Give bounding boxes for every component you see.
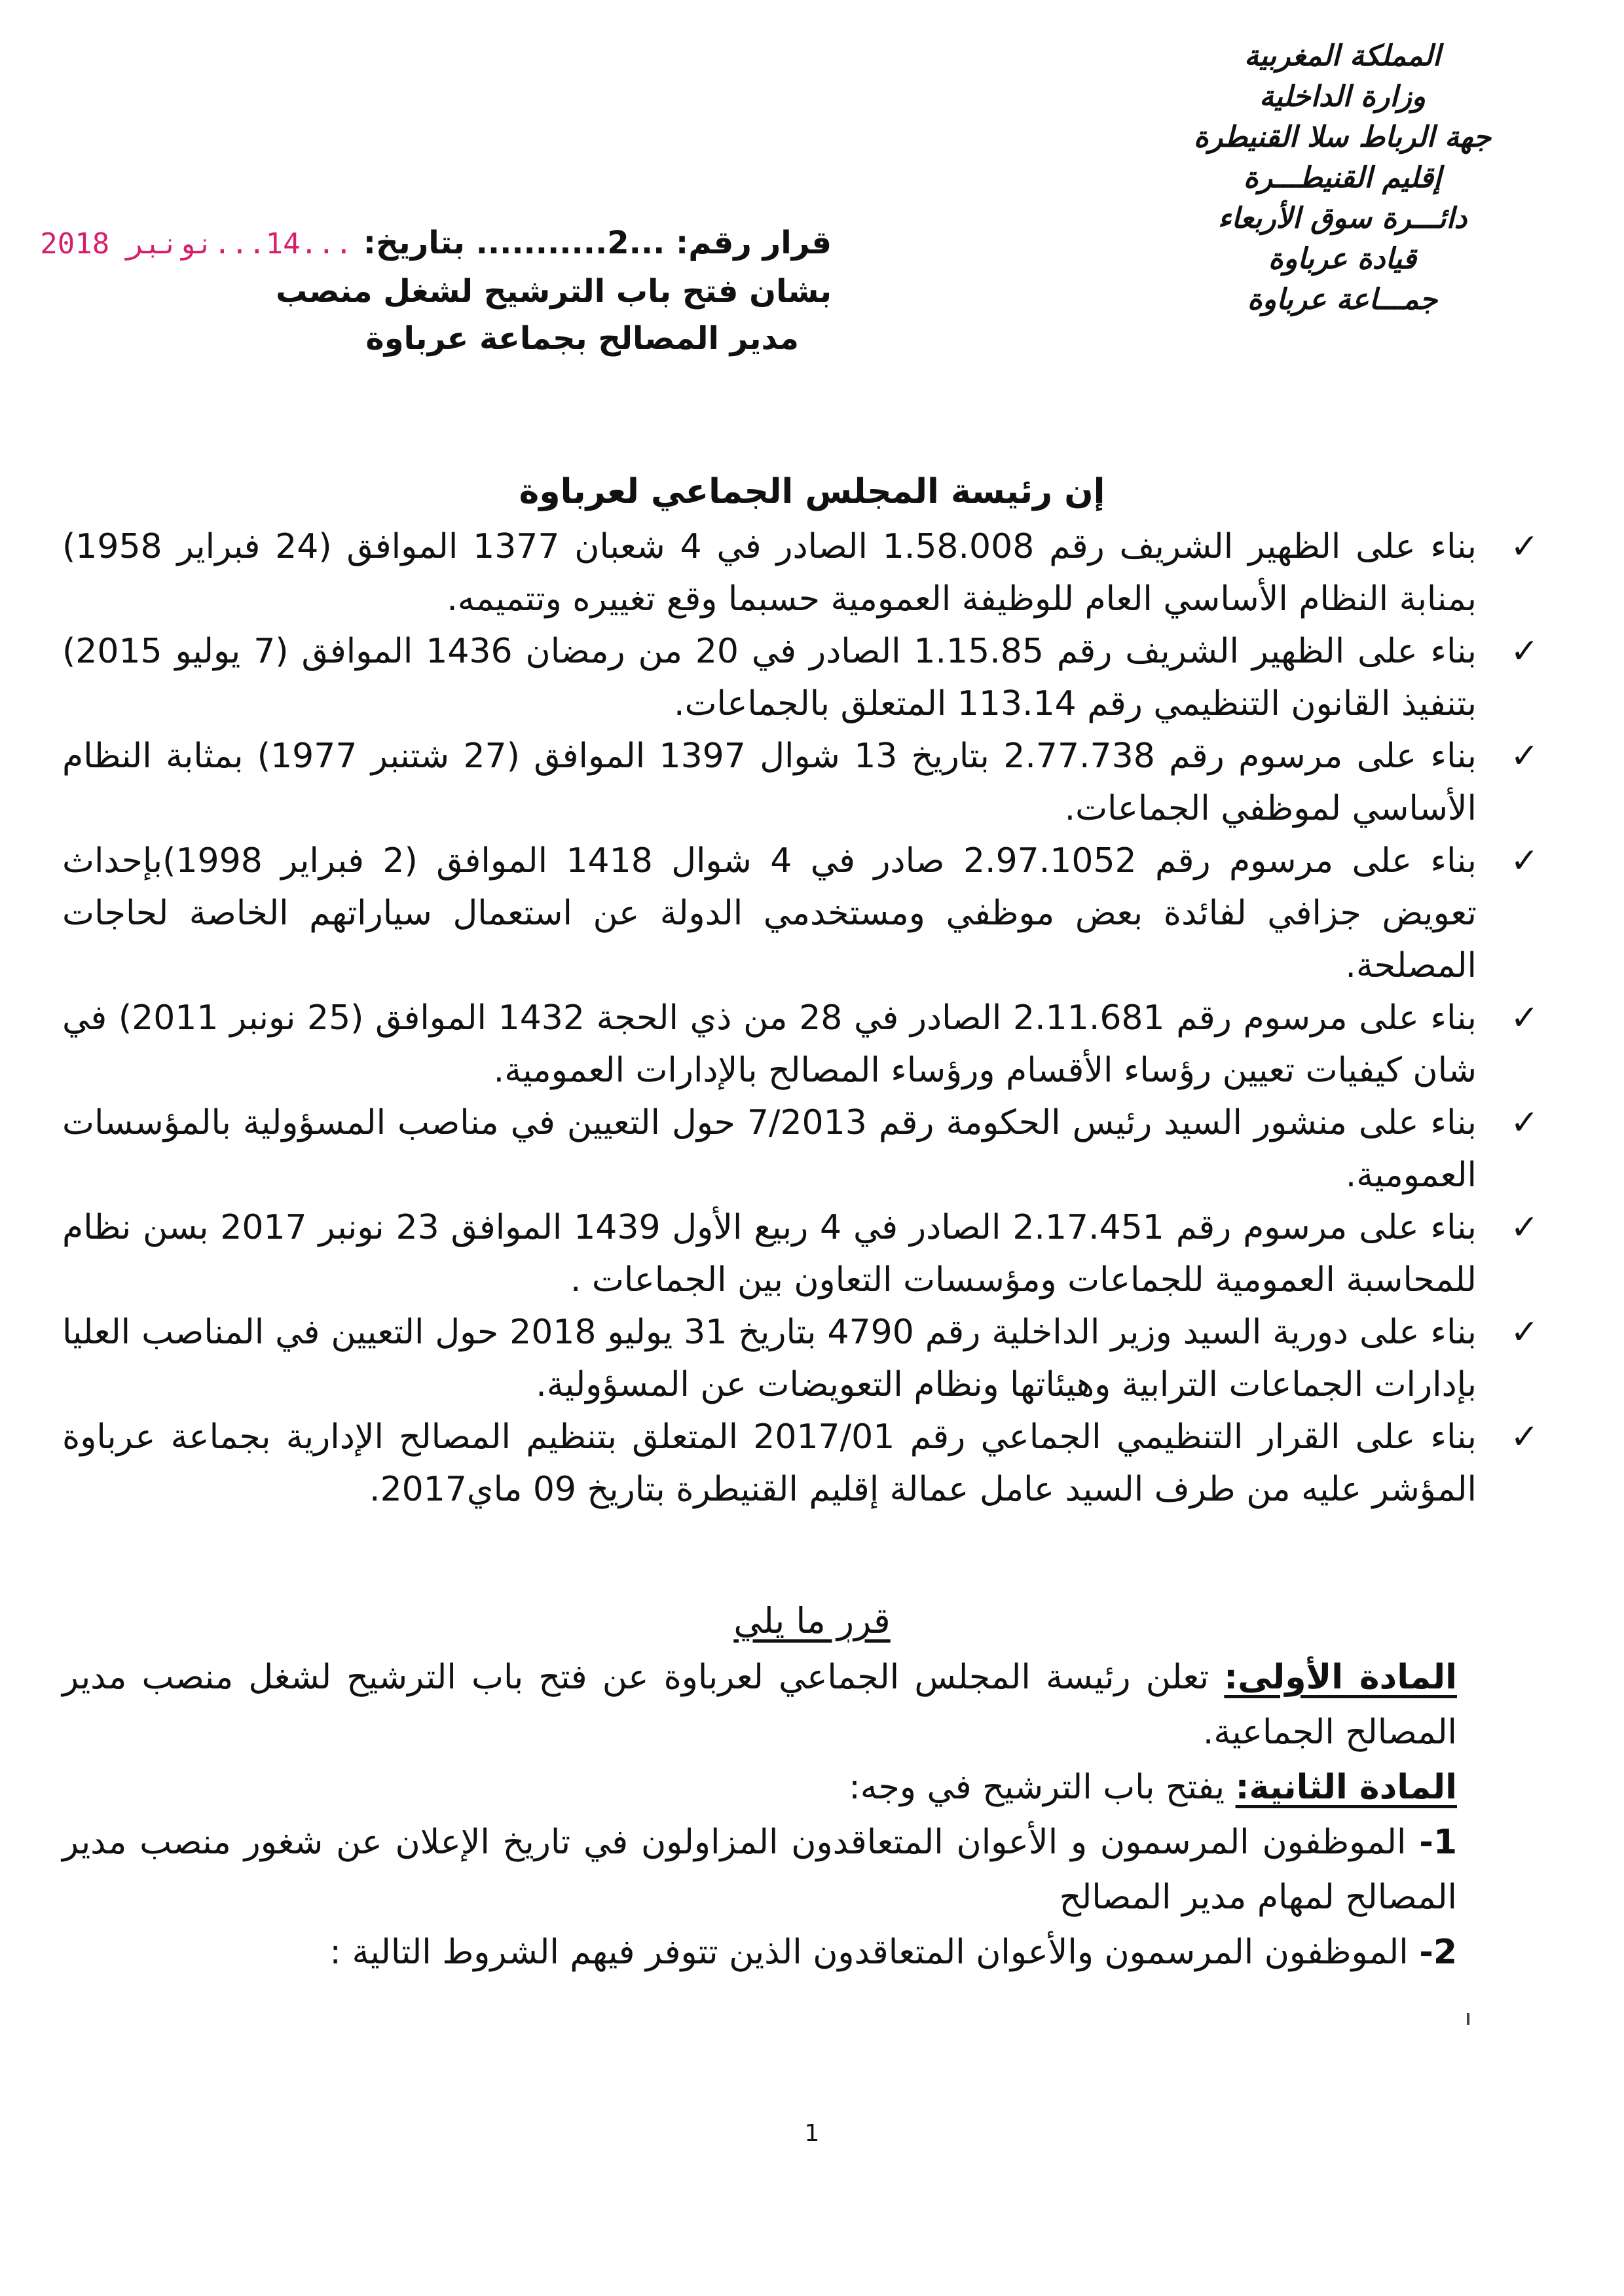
header-line-commune: جمـــاعة عرباوة (1247, 283, 1438, 316)
article-2 (62, 1760, 1457, 1815)
decision-subject-line2: مدير المصالح بجماعة عرباوة (365, 320, 799, 357)
consideration-text: بناء على مرسوم رقم 2.77.738 بتاريخ 13 شوال 1397 الموافق (27 شتنبر 1977) بمثابة النظام الأساسي لموظفي الجماعات. (62, 737, 1477, 828)
consideration-text: بناء على القرار التنظيمي الجماعي رقم 2017/01 المتعلق بتنظيم المصالح الإدارية بجماعة عرباوة المؤشر عليه من طرف السيد عامل عمالة إقليم القنيطرة بتاريخ 09 ماي2017. (62, 1417, 1477, 1509)
header-line-circle: دائـــرة سوق الأربعاء (1217, 202, 1467, 235)
article-2-label: المادة الثانية: (1235, 1768, 1457, 1807)
header-line-ministry: وزارة الداخلية (1259, 80, 1426, 113)
checkmark-icon: ✓ (1510, 1103, 1539, 1142)
list-item (62, 992, 1539, 1097)
item-text: الموظفون المرسمون والأعوان المتعاقدون الذين تتوفر فيهم الشروط التالية : (329, 1933, 1420, 1972)
article-1 (62, 1650, 1457, 1760)
decision-reference (40, 219, 832, 362)
list-item (62, 1925, 1457, 1980)
checkmark-icon: ✓ (1510, 998, 1539, 1038)
checkmark-icon: ✓ (1510, 527, 1539, 566)
checkmark-icon: ✓ (1510, 841, 1539, 881)
decision-number-label: قرار رقم: (676, 225, 832, 261)
list-item (62, 1097, 1539, 1201)
decision-date-label: بتاريخ: (363, 225, 465, 261)
consideration-text: بناء على الظهير الشريف رقم 1.15.85 الصادر في 20 من رمضان 1436 الموافق (7 يوليو 2015) بتنفيذ القانون التنظيمي رقم 113.14 المتعلق بالجماعات. (62, 632, 1477, 723)
ministry-header (1159, 36, 1526, 320)
consideration-text: بناء على مرسوم رقم 2.17.451 الصادر في 4 ربيع الأول 1439 الموافق 23 نونبر 2017 بسن نظام للمحاسبة العمومية للجماعات ومؤسسات التعاون بين الجماعات . (62, 1208, 1477, 1300)
article-1-label: المادة الأولى: (1224, 1658, 1457, 1697)
list-item (62, 1411, 1539, 1516)
page-title: إن رئيسة المجلس الجماعي لعرباوة (519, 472, 1105, 511)
consideration-text: بناء على مرسوم رقم 2.11.681 الصادر في 28 من ذي الحجة 1432 الموافق (25 نونبر 2011) في شان كيفيات تعيين رؤساء الأقسام ورؤساء المصالح بالإدارات العمومية. (62, 998, 1477, 1090)
decision-subject-line1: بشان فتح باب الترشيح لشغل منصب (276, 273, 832, 310)
list-item (62, 730, 1539, 835)
list-item (62, 625, 1539, 730)
decides-heading (0, 1597, 1624, 1645)
page-number: 1 (804, 2120, 820, 2147)
consideration-text: بناء على الظهير الشريف رقم 1.58.008 الصادر في 4 شعبان 1377 الموافق (24 فبراير 1958) بمنابة النظام الأساسي العام للوظيفة العمومية حسبما وقع تغييره وتتميمه. (62, 527, 1477, 619)
decision-number-line (40, 219, 832, 268)
consideration-text: بناء على منشور السيد رئيس الحكومة رقم 7/2013 حول التعيين في مناصب المسؤولية بالمؤسسات العمومية. (62, 1103, 1477, 1195)
checkmark-icon: ✓ (1510, 737, 1539, 776)
decision-number-value: ...2........... (475, 225, 665, 261)
list-item (62, 1815, 1457, 1925)
list-item (62, 520, 1539, 625)
decides-text: قرر ما يلي (733, 1600, 891, 1641)
header-line-caidat: قيادة عرباوة (1268, 242, 1417, 276)
checkmark-icon: ✓ (1510, 1417, 1539, 1457)
header-line-kingdom: المملكة المغربية (1244, 39, 1441, 73)
consideration-text: بناء على دورية السيد وزير الداخلية رقم 4790 بتاريخ 31 يوليو 2018 حول التعيين في المناصب العليا بإدارات الجماعات الترابية وهيئاتها ونظام التعويضات عن المسؤولية. (62, 1313, 1477, 1404)
articles-section (62, 1650, 1457, 1980)
article-2-text: يفتح باب الترشيح في وجه: (849, 1768, 1236, 1807)
item-text: الموظفون المرسمون و الأعوان المتعاقدون المزاولون في تاريخ الإعلان عن شغور منصب مدير المصالح لمهام مدير المصالح (62, 1823, 1457, 1917)
consideration-text: بناء على مرسوم رقم 2.97.1052 صادر في 4 شوال 1418 الموافق (2 فبراير 1998)بإحداث تعويض جزافي لفائدة بعض موظفي ومستخدمي الدولة عن استعمال سياراتهم الخاصة لحاجات المصلحة. (62, 841, 1477, 985)
header-line-region: جهة الرباط سلا القنيطرة (1193, 120, 1492, 154)
list-item (62, 1201, 1539, 1306)
checkmark-icon: ✓ (1510, 1208, 1539, 1247)
scan-mark (1467, 2013, 1469, 2025)
list-item (62, 1306, 1539, 1411)
item-number: 1- (1419, 1823, 1457, 1862)
decision-date-stamp: ...14...نونبر 2018 (40, 227, 353, 261)
header-line-province: إقليم القنيطـــرة (1243, 161, 1442, 194)
checkmark-icon: ✓ (1510, 1313, 1539, 1352)
article-1-text: تعلن رئيسة المجلس الجماعي لعرباوة عن فتح باب الترشيح لشغل منصب مدير المصالح الجماعية. (62, 1658, 1457, 1752)
item-number: 2- (1419, 1933, 1457, 1972)
considerations-list (62, 520, 1539, 1516)
list-item (62, 835, 1539, 992)
checkmark-icon: ✓ (1510, 632, 1539, 671)
